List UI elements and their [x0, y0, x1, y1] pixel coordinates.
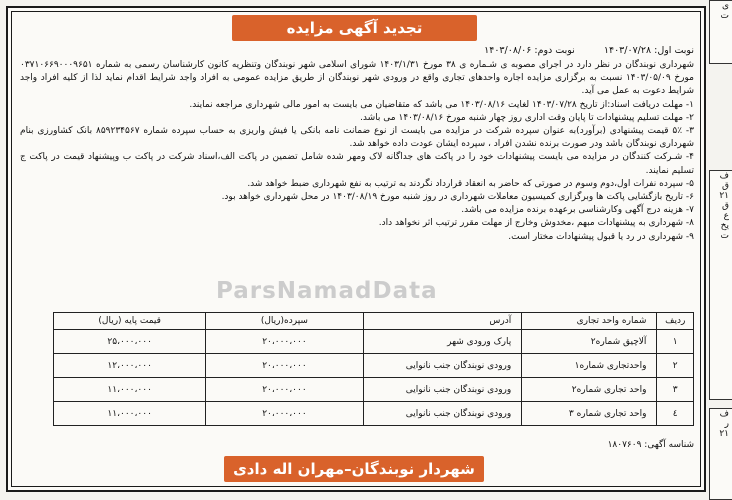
table-header-row: [54, 313, 694, 330]
second-publish-date: نوبت دوم: ۱۴۰۳/۰۸/۰۶: [484, 45, 575, 56]
first-publish-date: نوبت اول: ۱۴۰۳/۰۷/۲۸: [603, 45, 694, 56]
units-table: [53, 312, 694, 426]
col-header-address: آدرس: [363, 313, 522, 330]
condition-item: ۶- تاریخ بازگشایی پاکت ها وبرگزاری کمیسیون معاملات شهرداری در روز شنبه مورخ ۱۴۰۳/۰۸/۱۹ در محل شهرداری خواهد بود.: [221, 192, 694, 203]
ad-intro: شهرداری نوبندگان در نظر دارد در اجرای مصوبه ی شـماره ی ۳۸ مورخ ۱۴۰۳/۱/۳۱ شورای اسلامی شهر نوبندگان وتنظریه کانون کارشناسان رسمی به شماره ۰۳۷۱۰۶۶۹۰۰۰۹۶۵۱ مورخ ۱۴۰۳/۰۵/۰۹ نسبت به برگزاری مزایده اجاره واحدهای تجاری واقع در ورودی شهر نوبندگان از طریق مزایده عمومی به افراد واجد شرایط اقدام نماید لذا از کلیه افراد واجد شرایط دعوت به عمل می آید.: [20, 60, 694, 97]
cell-unit: واحد تجاری شماره ۳: [522, 402, 657, 426]
cell-row: ۱: [657, 330, 694, 354]
watermark-text: ParsNamadData: [216, 278, 438, 304]
col-header-row: ردیف: [657, 313, 694, 330]
cell-deposit: ۲۰،۰۰۰،۰۰۰: [206, 354, 363, 378]
condition-item: ۹- شهرداری در رد یا قبول پیشنهادات مختار است.: [508, 231, 694, 242]
condition-item: ۸- شهرداری به پیشنهادات مبهم ،مخدوش وخارج از مهلت مقرر ترتیب اثر نخواهد داد.: [378, 218, 694, 229]
col-header-base-price: قیمت پایه (ریال): [54, 313, 206, 330]
cell-row: ٤: [657, 402, 694, 426]
cell-deposit: ۲۰،۰۰۰،۰۰۰: [206, 402, 363, 426]
condition-item: ۲- مهلت تسلیم پیشنهادات تا پایان وقت اداری روز چهار شنبه مورخ ۱۴۰۳/۰۸/۱۶ می باشد.: [360, 112, 694, 123]
cell-address: ورودی نوبندگان جنب نانوایی: [363, 354, 522, 378]
cell-address: ورودی نوبندگان جنب نانوایی: [363, 378, 522, 402]
adjacent-ad-fragment-middle: ف ق ۲۱ ق ع یخ ت: [709, 170, 732, 400]
cell-base-price: ۱۱،۰۰۰،۰۰۰: [54, 378, 206, 402]
ad-id: شناسه آگهی: ۱۸۰۷۶۰۹: [607, 440, 694, 450]
cell-deposit: ۲۰،۰۰۰،۰۰۰: [206, 330, 363, 354]
ad-title: تجدید آگهی مزایده: [232, 15, 477, 41]
cell-unit: واحدتجاری شماره۱: [522, 354, 657, 378]
mayor-signature: شهردار نوبندگان–مهران اله دادی: [224, 456, 484, 482]
condition-item: ۷- هزینه درج آگهی وکارشناسی برعهده برنده مزایده می باشد.: [461, 205, 694, 216]
table-row: [54, 402, 694, 426]
cell-address: ورودی نوبندگان جنب نانوایی: [363, 402, 522, 426]
condition-item: ۵- سپرده نفرات اول،دوم وسوم در صورتی که حاضر به انعقاد قرارداد نگردند به ترتیب به نفع شهرداری ضبط خواهد شد.: [247, 178, 694, 189]
cell-base-price: ۲۵،۰۰۰،۰۰۰: [54, 330, 206, 354]
adjacent-ad-fragment-top: ی ت: [709, 0, 732, 64]
cell-row: ۲: [657, 354, 694, 378]
condition-item: ۱- مهلت دریافت اسناد:از تاریخ ۱۴۰۳/۰۷/۲۸ لغایت ۱۴۰۳/۰۸/۱۶ می باشد که متقاضیان می بایست به امور مالی شهرداری مراجعه نمایند.: [189, 99, 694, 110]
table-row: [54, 330, 694, 354]
cell-base-price: ۱۱،۰۰۰،۰۰۰: [54, 402, 206, 426]
publish-dates: [18, 45, 694, 59]
cell-address: پارک ورودی شهر: [363, 330, 522, 354]
condition-item: ۳- ۵٪ قیمت پیشنهادی (برآورد)به عنوان سپرده شرکت در مزایده می بایست از نوع ضمانت نامه بانکی یا فیش واریزی به حساب سپرده شماره ۸۵۹۲۳۴۵۶۷ بانک کشاورزی بنام شهرداری نوبندگان باشد ودر صورت برنده نشدن افراد ، سپرده ایشان عودت داده خواهد شد.: [20, 126, 694, 150]
condition-item: ۴- شـرکت کنندگان در مزایده می بایست پیشنهادات خود را در پاکت های جداگانه لاک ومهر شده شامل تضمین در پاکت الف،اسناد شرکت در پاکت ب وپیشنهاد قیمت در پاکت ج تسلیم نمایند.: [20, 152, 694, 176]
cell-row: ۳: [657, 378, 694, 402]
cell-deposit: ۲۰،۰۰۰،۰۰۰: [206, 378, 363, 402]
cell-base-price: ۱۲،۰۰۰،۰۰۰: [54, 354, 206, 378]
table-row: [54, 354, 694, 378]
col-header-deposit: سپرده(ریال): [206, 313, 363, 330]
ad-frame: [6, 6, 706, 492]
table-row: [54, 378, 694, 402]
ad-body: [20, 59, 694, 244]
cell-unit: واحد تجاری شماره۲: [522, 378, 657, 402]
adjacent-ad-fragment-bottom: ف ر ۲۱: [709, 408, 732, 500]
cell-unit: آلاچیق شماره۲: [522, 330, 657, 354]
col-header-unit: شماره واحد تجاری: [522, 313, 657, 330]
